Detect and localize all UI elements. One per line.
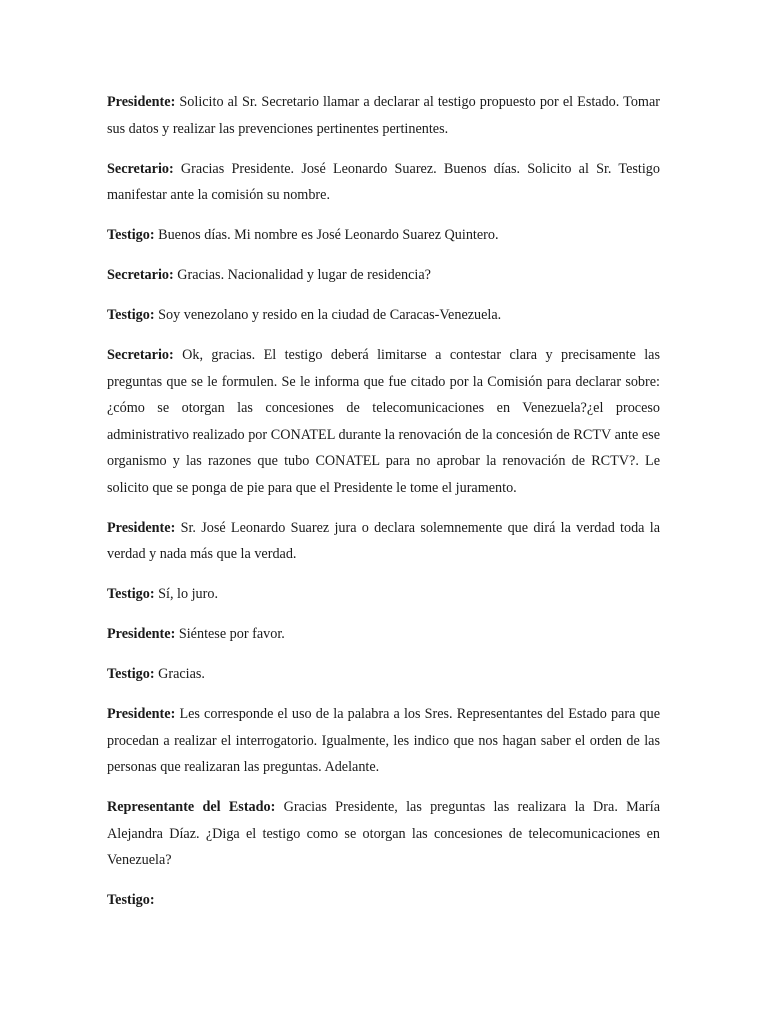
dialogue-text: Gracias Presidente, las preguntas las realizara la Dra. María Alejandra Díaz. ¿Diga el testigo como se otorgan las concesiones de telecomunicaciones en Venezuela? xyxy=(107,799,660,868)
dialogue-text: Sí, lo juro. xyxy=(158,586,219,602)
dialogue-text: Sr. José Leonardo Suarez jura o declara solemnemente que dirá la verdad toda la verdad y nada más que la verdad. xyxy=(107,519,660,562)
speaker-label: Testigo: xyxy=(107,892,155,908)
document-page xyxy=(107,89,660,927)
dialogue-paragraph xyxy=(107,342,660,501)
speaker-label: Testigo: xyxy=(107,586,155,602)
speaker-label: Testigo: xyxy=(107,307,155,323)
speaker-label: Presidente: xyxy=(107,706,176,722)
dialogue-text: Buenos días. Mi nombre es José Leonardo Suarez Quintero. xyxy=(158,227,499,243)
speaker-label: Presidente: xyxy=(107,626,176,642)
dialogue-paragraph xyxy=(107,621,660,648)
dialogue-paragraph xyxy=(107,156,660,209)
speaker-label: Representante del Estado: xyxy=(107,799,276,815)
dialogue-text: Gracias. Nacionalidad y lugar de residencia? xyxy=(177,267,431,283)
dialogue-text: Soy venezolano y resido en la ciudad de Caracas-Venezuela. xyxy=(158,307,502,323)
dialogue-text: Gracias Presidente. José Leonardo Suarez. Buenos días. Solicito al Sr. Testigo manifestar ante la comisión su nombre. xyxy=(107,160,660,203)
dialogue-paragraph xyxy=(107,701,660,781)
speaker-label: Secretario: xyxy=(107,347,174,363)
dialogue-paragraph xyxy=(107,262,660,289)
dialogue-paragraph xyxy=(107,89,660,142)
dialogue-text: Les corresponde el uso de la palabra a los Sres. Representantes del Estado para que procedan a realizar el interrogatorio. Igualmente, les indico que nos hagan saber el orden de las personas que realizaran las preguntas. Adelante. xyxy=(107,706,660,775)
speaker-label: Secretario: xyxy=(107,267,174,283)
dialogue-text: Solicito al Sr. Secretario llamar a declarar al testigo propuesto por el Estado. Tomar sus datos y realizar las prevenciones pertinentes pertinentes. xyxy=(107,94,660,137)
speaker-label: Testigo: xyxy=(107,227,155,243)
speaker-label: Presidente: xyxy=(107,94,176,110)
dialogue-paragraph xyxy=(107,581,660,608)
dialogue-paragraph xyxy=(107,794,660,874)
speaker-label: Testigo: xyxy=(107,666,155,682)
dialogue-paragraph xyxy=(107,222,660,249)
dialogue-text: Gracias. xyxy=(158,666,205,682)
dialogue-paragraph xyxy=(107,302,660,329)
dialogue-paragraph xyxy=(107,661,660,688)
speaker-label: Presidente: xyxy=(107,519,176,536)
dialogue-paragraph xyxy=(107,515,660,568)
dialogue-text: Siéntese por favor. xyxy=(178,626,285,642)
dialogue-text: Ok, gracias. El testigo deberá limitarse a contestar clara y precisamente las preguntas que se le formulen. Se le informa que fue citado por la Comisión para declarar sobre: ¿cómo se otorgan las concesiones de telecomunicaciones en Venezuela?¿el proceso administrativo realizado por CONATEL durante la renovación de la concesión de RCTV ante ese organismo y las razones que tubo CONATEL para no aprobar la renovación de RCTV?. Le solicito que se ponga de pie para que el Presidente le tome el juramento. xyxy=(107,347,660,496)
speaker-label: Secretario: xyxy=(107,160,174,177)
dialogue-paragraph xyxy=(107,887,660,914)
